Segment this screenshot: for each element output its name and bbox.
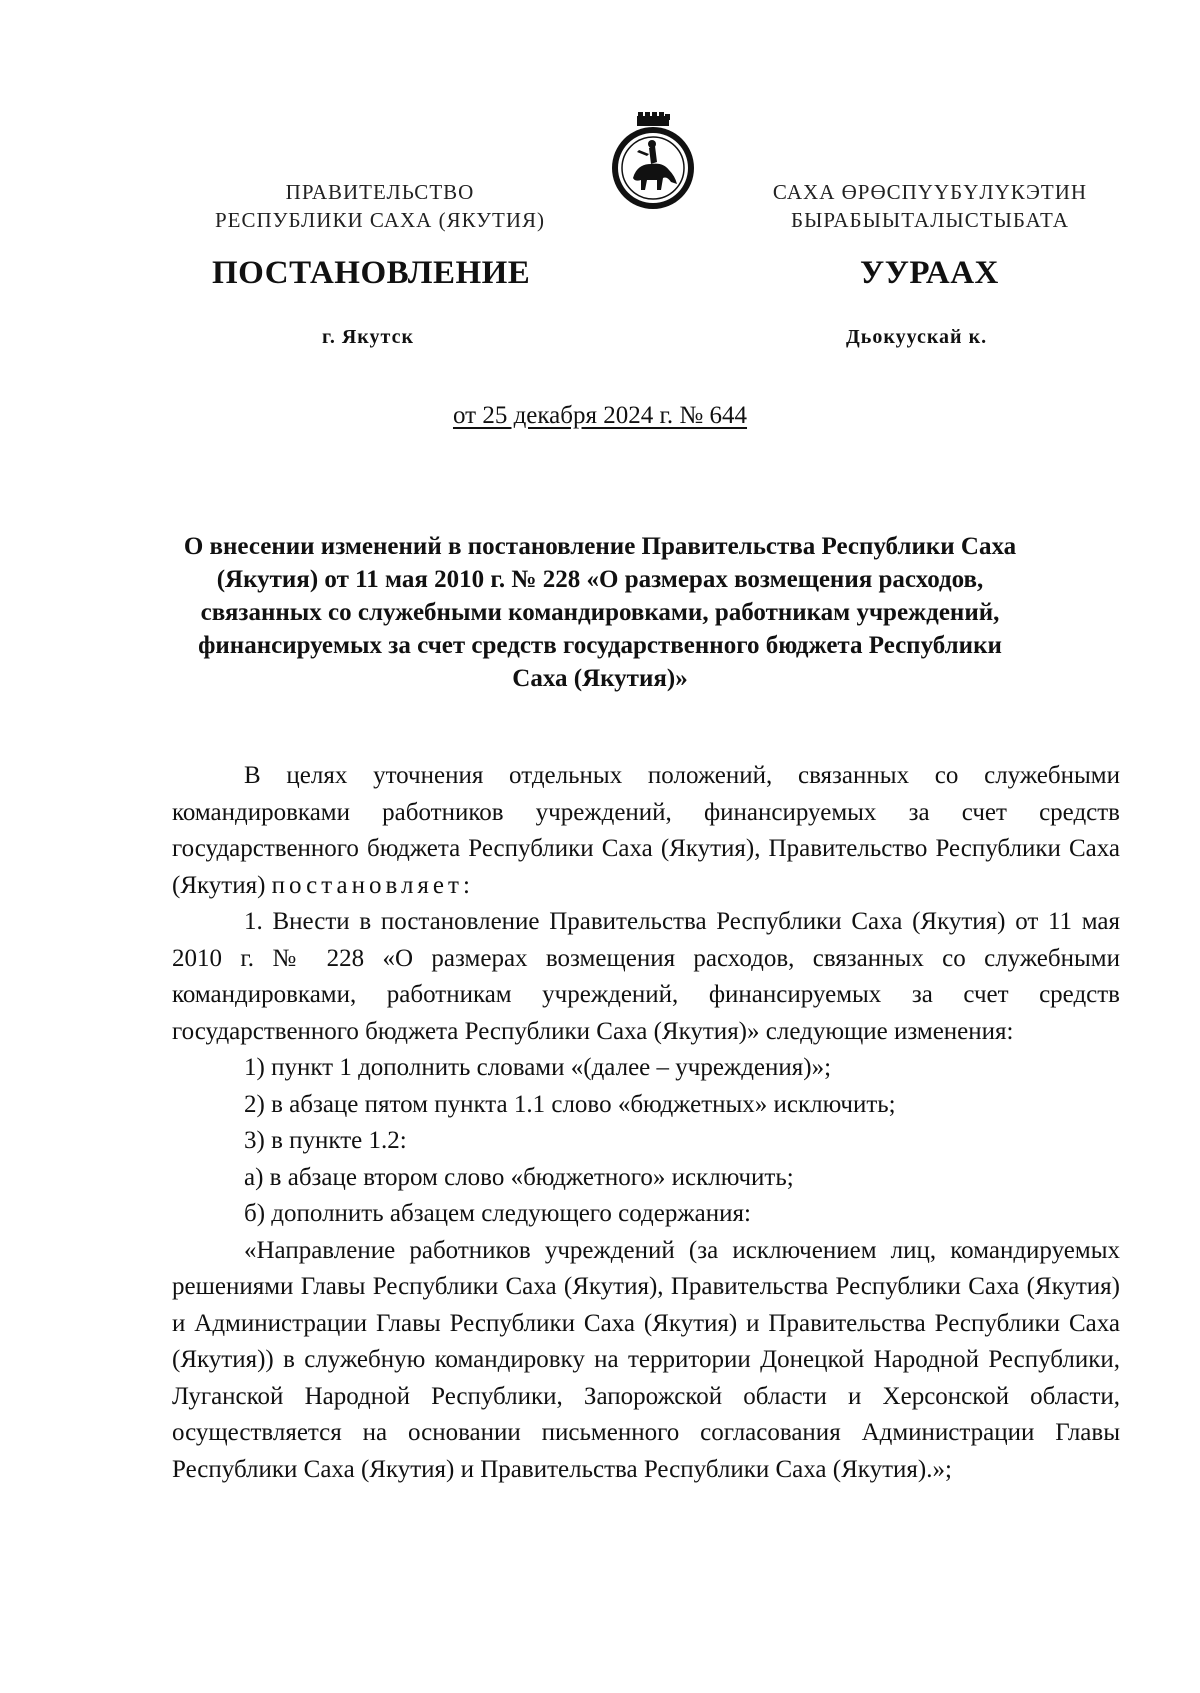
document-type-russian: ПОСТАНОВЛЕНИЕ bbox=[212, 255, 531, 291]
document-title: О внесении изменений в постановление Правительства Республики Саха (Якутия) от 11 мая 2010 г. № 228 «О размерах возмещения расходов, связанных со служебными командировками, работникам учреждений, финансируемых за счет средств государственного бюджета Республики Саха (Якутия)» bbox=[183, 533, 1017, 692]
issuer-name-russian bbox=[170, 178, 590, 234]
subitem-3b-paragraph: б) дополнить абзацем следующего содержания: bbox=[244, 1200, 751, 1227]
intro-text: В целях уточнения отдельных положений, связанных со служебными командировками работников учреждений, финансируемых за счет средств государственного бюджета Республики Саха (Якутия), Правительство Республики Саха (Якутия) bbox=[172, 762, 1120, 899]
city-sakha: Дьокуускай к. bbox=[846, 326, 988, 348]
subitem-1-paragraph: 1) пункт 1 дополнить словами «(далее – учреждения)»; bbox=[244, 1054, 832, 1081]
intro-keyword: постановляет: bbox=[271, 871, 474, 899]
issuer-line-1: ПРАВИТЕЛЬСТВО bbox=[285, 180, 475, 204]
subitem-3-paragraph: 3) в пункте 1.2: bbox=[244, 1127, 407, 1154]
date-number-text: от 25 декабря 2024 г. № 644 bbox=[452, 402, 748, 429]
document-body bbox=[172, 758, 1120, 1488]
item-1-paragraph: 1. Внести в постановление Правительства Республики Саха (Якутия) от 11 мая 2010 г. № 228 «О размерах возмещения расходов, связанных со служебными командировками, работникам учреждений, финансируемых за счет средств государственного бюджета Республики Саха (Якутия)» следующие изменения: bbox=[172, 908, 1120, 1045]
subitem-3a-paragraph: а) в абзаце втором слово «бюджетного» исключить; bbox=[244, 1163, 794, 1191]
issuer-name-sakha bbox=[720, 178, 1140, 234]
coat-of-arms-emblem-icon bbox=[607, 112, 699, 212]
subitem-2-paragraph: 2) в абзаце пятом пункта 1.1 слово «бюджетных» исключить; bbox=[244, 1090, 896, 1118]
intro-paragraph bbox=[172, 758, 1120, 904]
issuer-line-2-sakha: БЫРАБЫЫТАЛЫСТЫБАТА bbox=[791, 208, 1069, 232]
document-date-number bbox=[0, 402, 1200, 430]
issuer-line-2: РЕСПУБЛИКИ САХА (ЯКУТИЯ) bbox=[214, 208, 546, 232]
document-type-sakha: УУРААХ bbox=[860, 255, 999, 291]
quoted-paragraph: «Направление работников учреждений (за исключением лиц, командируемых решениями Главы Республики Саха (Якутия), Правительства Республики Саха (Якутия) и Администрации Главы Республики Саха (Якутия) и Правительства Республики Саха (Якутия)) в служебную командировку на территории Донецкой Народной Республики, Луганской Народной Республики, Запорожской области и Херсонской области, осуществляется на основании письменного согласования Администрации Главы Республики Саха (Якутия) и Правительства Республики Саха (Якутия).»; bbox=[172, 1236, 1120, 1483]
city-russian: г. Якутск bbox=[322, 326, 414, 348]
issuer-line-1-sakha: САХА ӨРӨСПҮҮБҮЛҮКЭТИН bbox=[772, 180, 1088, 204]
